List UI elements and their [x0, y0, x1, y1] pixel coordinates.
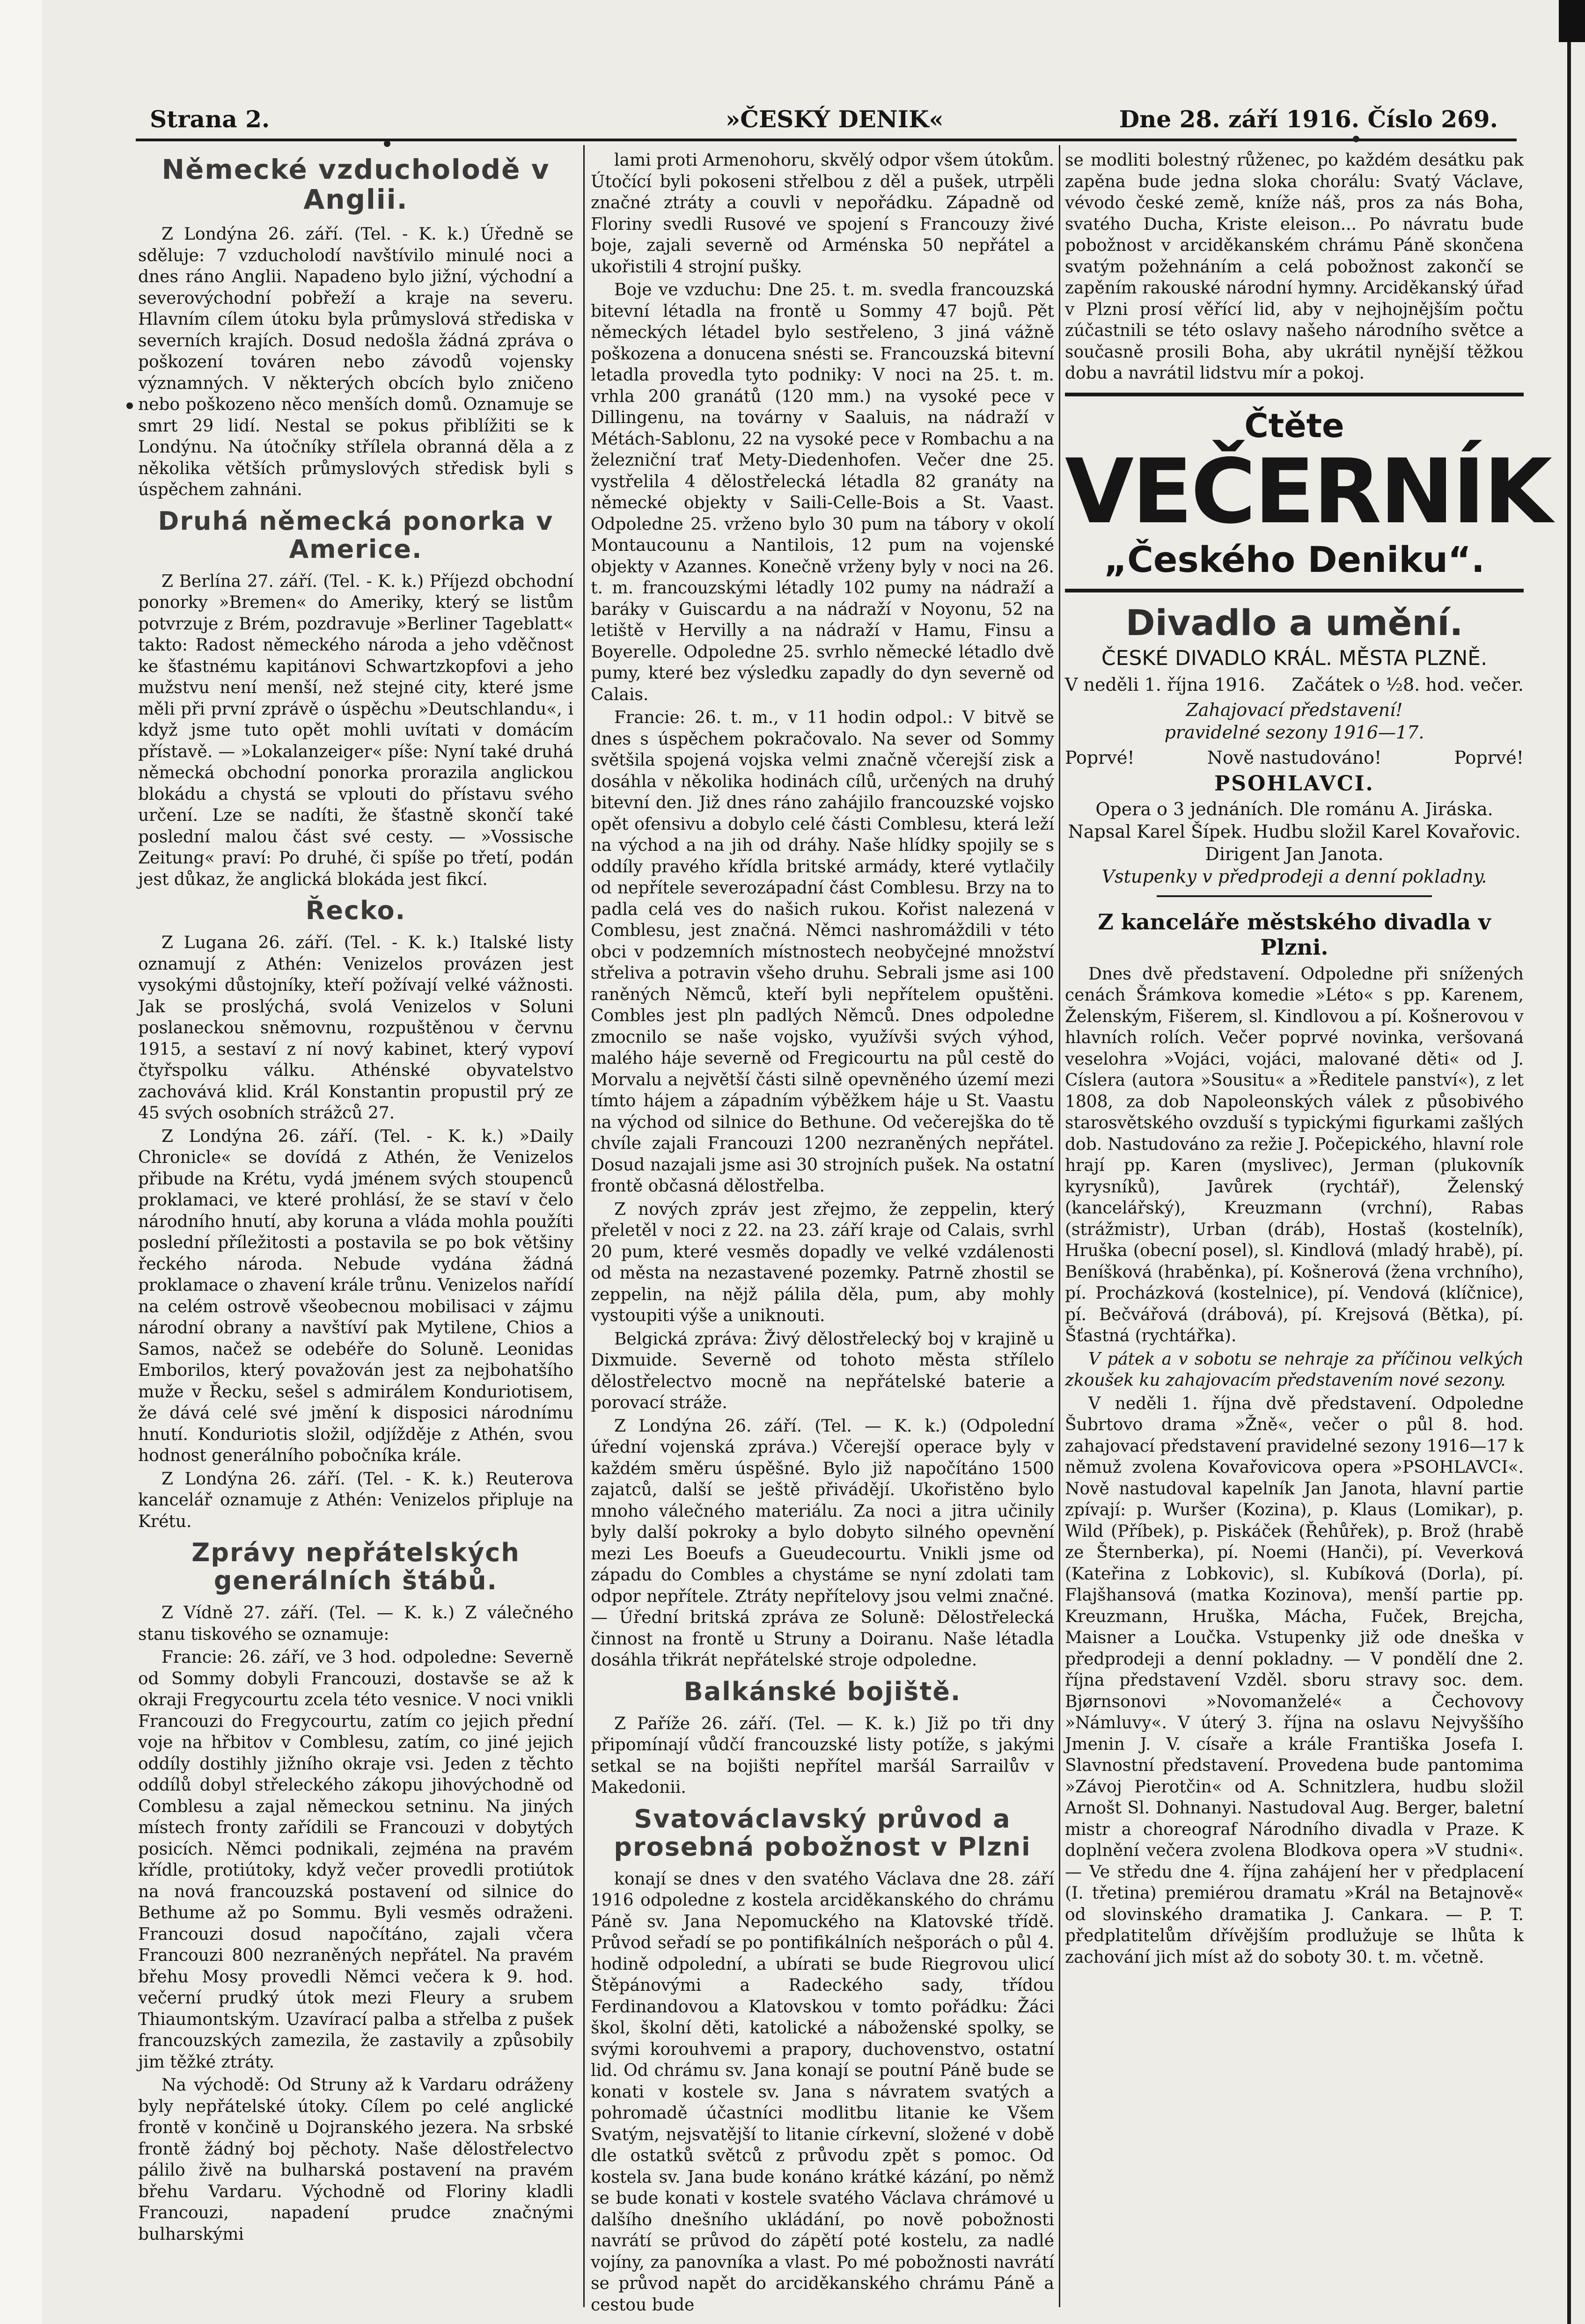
- article-text: Z nových zpráv jest zřejmo, že zeppelin, který přeletěl v noci z 22. na 23. září kraje od Calais, svrhl 20 pum, které vesměs dopadly ve velké vzdálenosti od města na nezastavené pozemky. Patrně zhostil se zeppelin, na nějž pálila děla, pum, aby mohly vystoupiti výše a uniknouti.: [591, 1199, 1054, 1325]
- column-rule: [583, 145, 585, 2307]
- header-rule: [136, 139, 1517, 141]
- section-rule: [1065, 393, 1524, 396]
- office-heading: Z kanceláře městského divadla v Plzni.: [1098, 909, 1491, 960]
- theatre-line: Zahajovací představení!: [1186, 699, 1403, 720]
- page-header: [150, 105, 1498, 138]
- ad-vecernik-subtitle: „Českého Deniku“.: [1104, 538, 1485, 580]
- article-text: se modliti bolestný růženec, po každém desátku pak zapěna bude jedna sloka chorálu: Svatý Václave, vévodo české země, kníže náš, pros za nás Boha, svatého Ducha, Kriste eleison... Po návratu bude pobožnost v arciděkanském chrámu Páně skončena svatým požehnáním a celá pobožnost zakončí se zapěním rakouské národní hymny. Arciděkanský úřad v Plzni prosí věřící lid, aby v nejhojnějším počtu zúčastnili se této oslavy našeho národního světce a současně prosili Boha, aby ukrátil nynější těžkou dobu a navrátil lidstvu mír a pokoj.: [1065, 151, 1524, 383]
- page-fold: [1567, 0, 1571, 2324]
- article-text: Z Londýna 26. září. (Tel. — K. k.) (Odpolední úřední vojenská zpráva.) Včerejší operace byly v každém směru úspěšné. Bylo již napočítáno 1500 zajatců, další se ještě přivádějí. Ukořistěno bylo mnoho válečného materiálu. Za noci a jitra učinily byly další pokroky a bylo dobyto silného opevnění mezi Les Boeufs a Gueudecourtu. Vnikli jsme od západu do Combles a chystáme se nyní zdolati tam odpor nepřítele. Ztráty nepřítelovy jsou velmi značné. — Úřední britská zpráva ze Soluně: Dělostřelecká činnost na frontě u Struny a Doiranu. Naše létadla dosáhla třikrát nepřátelské stroje odpoledne.: [591, 1416, 1054, 1670]
- ad-vecernik-title: VEČERNÍK: [1065, 439, 1551, 543]
- print-mark: [126, 402, 133, 409]
- article-text: Na východě: Od Struny až k Vardaru odráženy byly nepřátelské útoky. Cílem po celé anglické frontě v končině u Dojranského jezera. Na srbské frontě žádný boj pěchoty. Naše dělostřelectvo pálilo živě na bulharská postavení na pravém břehu Vardaru. Východně od Floriny kladli Francouzi, napadení prudce značnými bulharskými: [138, 2076, 573, 2244]
- section-rule: [1157, 895, 1432, 897]
- premiere-label: Poprvé!: [1454, 747, 1524, 768]
- column-1: [138, 150, 573, 2247]
- article-text: Z Londýna 26. září. (Tel. - K. k.) Úředně se sděluje: 7 vzducholodí navštívilo minulé noci a dnes ráno Anglii. Napadeno bylo jižní, východní a severovýchodní pobřeží a kraje na severu. Hlavním cílem útoku byla průmyslová střediska v severních krajích. Dosud nedošla žádná zpráva o poškození továren nebo závodů vojensky významných. V některých obcích bylo zničeno nebo poškozeno něco menších domů. Oznamuje se smrt 29 lidí. Nestal se pokus přiblížiti se k Londýnu. Na útočníky střílela obranná děla a z několika větších průmyslových středisk byli s úspěchem zahnáni.: [138, 225, 573, 499]
- issue-date: Dne 28. září 1916. Číslo 269.: [1119, 105, 1498, 133]
- theatre-date-row: [1065, 673, 1524, 696]
- premiere-label: Poprvé!: [1065, 747, 1135, 768]
- opera-title: PSOHLAVCI.: [1214, 771, 1374, 796]
- article-text: V neděli 1. října dvě představení. Odpoledne Šubrtovo drama »Žně«, večer o půl 8. hod. zahajovací představení pravidelné sezony 1916—17 k němuž zvolena Kovařovicova opera »PSOHLAVCI«. Nově nastudoval kapelník Jan Janota, hlavní partie zpívají: p. Wuršer (Kozina), p. Klaus (Lomikar), p. Wild (Příbek), p. Piskáček (Řehůřek), p. Brož (hrabě ze Šternberka), pí. Noemi (Hanči), pí. Veverková (Kateřina z Lobkovic), sl. Kubíková (Dorla), pí. Flajšhansová (matka Kozinova), menší partie pp. Kreuzmann, Hruška, Mácha, Fuček, Brejcha, Maisner a Loučka. Vstupenky již ode dneška v předprodeji a denní pokladny. — V pondělí dne 2. října představení Vzděl. sboru stravy soc. dem. Bjørnsonovi »Novomanželé« a Čechovovy »Námluvy«. V úterý 3. října na oslavu Nejvyššího Jmenin J. V. císaře a krále Františka Josefa I. Slavnostní představení. Provedena bude pantomima »Závoj Pierotčin« od A. Schnitzlera, hudbu složil Arnošt Sl. Dohnanyi. Nastudoval Aug. Berger, baletní mistr a choreograf Národního divadla v Praze. K doplnění večera zvolena Blodkova opera »V studni«. — Ve středu dne 4. října zahájení her v předplacení (I. třetina) premiérou dramatu »Král na Betajnově« od slovinského dramatika J. Cankara. — P. T. předplatitelům dřívějším prodlužuje se lhůta k zachování jich míst až do soboty 30. t. m. včetně.: [1065, 1394, 1524, 1967]
- theatre-start: Začátek o ½8. hod. večer.: [1291, 674, 1524, 695]
- ad-read-label: Čtěte: [1244, 406, 1344, 445]
- article-headline: Druhá německá ponorka v Americe.: [158, 506, 554, 564]
- article-text: V pátek a v sobotu se nehraje za příčinou velkých zkoušek ku zahajovacím představením nové sezony.: [1065, 1349, 1524, 1390]
- article-text: Z Vídně 27. září. (Tel. — K. k.) Z válečného stanu tiskového se oznamuje:: [138, 1603, 573, 1644]
- article-text: Francie: 26. září, ve 3 hod. odpoledne: Severně od Sommy dobyli Francouzi, dostavše se až k okraji Fregycourtu zcela této vesnice. V noci vnikli Francouzi do Fregycourtu, zatím co jejich přední voje na hřbitov v Comblesu, zatím, co jiné jejich oddíly dostihly jižního okraje vsi. Jeden z těchto oddílů dobyl střeleckého zákopu jihovýchodně od Comblesu a zajal německou setninu. Na jiných místech fronty zařídili se Francouzi v dobytých posicích. Němci podnikali, zejména na pravém křídle, protiútoky, když večer provedli protiútok na nová francouzská postavení od silnice do Bethume až po Sommu. Byli vesměs odraženi. Francouzi dosud napočítáno, zajali včera Francouzi 800 nezraněných nepřátel. Na pravém břehu Mosy provedli Němci večera k 9. hod. večerní prudký útok mezi Fleury a srubem Thiaumontským. Uzavírací palba a střelba z pušek francouzských zamezila, že zastavily a způsobily jim těžké ztráty.: [138, 1648, 573, 2072]
- article-headline: Německé vzducholodě v Anglii.: [161, 153, 550, 215]
- article-text: Z Londýna 26. září. (Tel. - K. k.) Reuterova kancelář oznamuje z Athén: Venizelos připluje na Krétu.: [138, 1469, 573, 1531]
- article-text: Belgická zpráva: Živý dělostřelecký boj v krajině u Dixmuide. Severně od tohoto města střílelo dělostřelectvo mocně na nepřátelské baterie a porovací stráže.: [591, 1329, 1054, 1412]
- theatre-heading: Divadlo a umění.: [1125, 601, 1463, 643]
- page-corner: [1559, 0, 1585, 42]
- theatre-date: V neděli 1. října 1916.: [1065, 674, 1266, 695]
- premiere-note: Nově nastudováno!: [1207, 747, 1382, 768]
- column-rule: [1059, 145, 1060, 2307]
- print-mark: [384, 140, 390, 147]
- column-3: [1065, 150, 1551, 1970]
- page-margin: [0, 0, 42, 2324]
- theatre-premiere-row: [1065, 746, 1524, 769]
- article-text: Z Paříže 26. září. (Tel. — K. k.) Již po tři dny připomínají vůdčí francouzské listy potíže, s jakými setkal se na bojišti nepřítel maršál Sarrailův v Makedonii.: [591, 1714, 1054, 1797]
- article-text: konají se dnes v den svatého Václava dne 28. září 1916 odpoledne z kostela arciděkanského do chrámu Páně sv. Jana Nepomuckého na Klatovské třídě. Průvod seřadí se po pontifikálních nešporách o půl 4. hodině odpolední, a ubírati se bude Riegrovou ulicí Štěpánovými a Radeckého sady, třídou Ferdinandovou a Klatovskou v tomto pořádku: Žáci škol, školní děti, katolické a náboženské spolky, se svými korouhvemi a prapory, duchovenstvo, ostatní lid. Od chrámu sv. Jana konají se poutní Páně bude se konati v kostele sv. Jana s návratem svatých a pohromadě účastníci modlitbu litanie ke Všem Svatým, nejsvatější to litanie církevní, složené v době dle ostatků světců z průvodu zpět s pomoc. Od kostela sv. Jana bude konáno krátké kázání, po němž se bude konati v kostele svatého Václava chrámové u dalšího dnešního ukládání, po nově pobožnosti navrátí se průvod do zápětí poté kostelu, za nadlé vojíny, za panovníka a vlast. Po mé pobožnosti navrátí se průvod napět do arciděkanského chrámu Páně a cestou bude: [591, 1869, 1054, 2315]
- article-text: Dnes dvě představení. Odpoledne při snížených cenách Šrámkova komedie »Léto« s pp. Karenem, Želenským, Fišerem, sl. Kindlovou a pí. Košnerovou v hlavních rolích. Večer poprvé novinka, veršovaná veselohra »Vojáci, vojáci, malované děti« od J. Císlera (autora »Sousitu« a »Ředitele panství«), z let 1808, za dob Napoleonských válek z působivého starosvětského ovzduší s typickými figurkami zašlých dob. Nastudováno za režie J. Počepického, hlavní role hrají pp. Karen (myslivec), Jerman (plukovník kyrysníků), Javůrek (rychtář), Želenský (kancelářský), Kreuzmann (vrchní), Rabas (strážmistr), Urban (dráb), Hostaš (kostelník), Hruška (obecní posel), sl. Kindlová (mladý hrabě), pí. Beníšková (hraběnka), pí. Košnerová (žena vrchního), pí. Procházková (kostelnice), pí. Vendová (klíčnice), pí. Bečvářová (drábová), pí. Krejsová (Bětka), pí. Šťastná (rychtářka).: [1065, 964, 1524, 1345]
- article-text: lami proti Armenohoru, skvělý odpor všem útokům. Útočící byli pokoseni střelbou z děl a pušek, utrpěli značné ztráty a couvli v nepořádku. Západně od Floriny svedli Rusové ve spojení s Francouzy živé boje, zajali severně od Arménska 50 nepřátel a ukořistili 4 strojní pušky.: [591, 151, 1054, 277]
- article-text: Francie: 26. t. m., v 11 hodin odpol.: V bitvě se dnes s úspěchem pokračovalo. Na sever od Sommy světšila spojená vojska velmi značně včerejší zisk a dosáhla v několika hodinách cílů, určených na druhý bitevní den. Již dnes ráno zahájilo francouzské vojsko opět ofensivu a dobylo celé části Comblesu, která leží na východ a na jih od dráhy. Naše hlídky spojily se s oddíly pravého křídla britské armády, které vytlačily od nepřítele severozápadní část Comblesu. Brzy na to padla celá ves do našich rukou. Kořist nalezená v Comblesu, jest značná. Němci nashromáždili v této obci v podzemních místnostech neobyčejné množství střeliva a potravin všeho druhu. Sebrali jsme asi 100 raněných Němců, kteří byli nepřítelem opuštěni. Combles jest pln padlých Němců. Dnes odpoledne zmocnilo se naše vojsko, využívši svých výhod, malého háje severně od Fregicourtu na půl cestě do Morvalu a největší části silně opevněného území mezi tímto hájem a západním výběžkem háje u St. Vaastu na východ od silnice do Bethune. Od večerejška do tě chvíle zajali Francouzi 1200 nezraněných nepřátel. Dosud nazajali jsme asi 30 strojních pušek. Na ostatní frontě občasná dělostřelba.: [591, 708, 1054, 1196]
- article-text: Z Berlína 27. září. (Tel. - K. k.) Příjezd obchodní ponorky »Bremen« do Ameriky, který se listům potvrzuje z Brém, pozdravuje »Berliner Tageblatt« takto: Radost německého národa a jeho vděčnost ke šťastnému kapitánovi Schwartzkopfovi a jeho mužstvu není menší, než stejné city, které jsme měli při první zprávě o úspěchu »Deutschlandu«, i když jsme tuto opět mohli uvítati v domácím přístavě. — »Lokalanzeiger« píše: Nyní také druhá německá obchodní ponorka prorazila anglickou blokádu a chystá se vplouti do přístavu svého určení. Lze se nadíti, že šťastně skončí také poslední malou část své cesty. — »Vossische Zeitung« praví: Po druhé, či spíše po třetí, podán jest důkaz, že anglická blokáda jest fikcí.: [138, 571, 573, 889]
- article-text: Boje ve vzduchu: Dne 25. t. m. svedla francouzská bitevní létadla na frontě u Sommy 47 bojů. Pět německých létadel bylo sestřeleno, 3 jiná vážně poškozena a donucena snésti se. Francouzská bitevní letadla provedla tyto podniky: V noci na 25. t. m. vrhla 200 granátů (120 mm.) na vysoké pece v Dillingenu, na továrny v Saaluis, na nádraží v Métách-Sablonu, 22 na vysoké pece v Rombachu a na železniční trať Mety-Diedenhofen. Večer dne 25. vystřelila 4 dělostřelecká létadla 82 granáty na německé objekty v Saili-Celle-Bois a St. Vaast. Odpoledne 25. vrženo bylo 30 pum na tábory v okolí Montaucounu a Nantilois, 12 pum na vojenské objekty v Azannes. Konečně vrženy byly v noci na 26. t. m. francouzskými létadly 102 pumy na nádraží a baráky v Guiscardu a na nádraží v Noyonu, 52 na letiště v Hervilly a na nádraží v Hamu, Finsu a Boyerelle. Odpoledne 25. svrhlo německé létadlo dvě pumy, které bez výsledku zapadly do dyn severně od Calais.: [591, 280, 1054, 704]
- theatre-name: ČESKÉ DIVADLO KRÁL. MĚSTA PLZNĚ.: [1101, 646, 1488, 670]
- article-text: Z Londýna 26. září. (Tel. - K. k.) »Daily Chronicle« se dovídá z Athén, že Venizelos přibude na Krétu, vydá jménem svých stoupenců proklamaci, ve které prohlásí, že se staví v čelo národního hnutí, aby koruna a vláda mohla použíti poslední příležitosti a postavila se po bok většiny řeckého národa. Nebude vydána žádná proklamace o zhavení krále trůnu. Venizelos nařídí na celém ostrově všeobecnou mobilisaci v zájmu národní obrany a navštíví pak Mytilene, Chios a Samos, načež se odebéře do Soluně. Leonidas Emborilos, který považován jest za nejbohatšího muže v Řecku, sešel s admirálem Konduriotisem, že dává celé své jmění k disposici národnímu hnutí. Konduriotis složil, odjížděje z Athén, svou hodnost generálního pobočníka krále.: [138, 1126, 573, 1465]
- article-headline: Balkánské bojiště.: [683, 1676, 961, 1706]
- print-mark: [1353, 136, 1359, 142]
- section-rule: [1065, 589, 1524, 592]
- article-headline: Svatováclavský průvod a prosebná pobožnost v Plzni: [614, 1804, 1031, 1862]
- article-text: Z Lugana 26. září. (Tel. - K. k.) Italské listy oznamují z Athén: Venizelos provázen jest vysokými důstojníky, kteří požívají velké vážnosti. Jak se proslýchá, svolá Venizelos v Soluni poslaneckou sněmovnu, rozpuštěnou v červnu 1915, a sestaví z ní nový kabinet, který vypoví čtyřspolku válku. Athénské obyvatelstvo zachovává klid. Král Konstantin propustil prý ze 45 svých osobních strážců 27.: [138, 933, 573, 1123]
- theatre-line: pravidelné sezony 1916—17.: [1164, 722, 1424, 743]
- ticket-note: Vstupenky v předprodeji a denní pokladny.: [1101, 866, 1487, 887]
- article-headline: Zprávy nepřátelských generálních štábů.: [191, 1538, 520, 1595]
- newspaper-title: »ČESKÝ DENIK«: [726, 105, 944, 133]
- opera-description: Opera o 3 jednáních. Dle románu A. Jiráska. Napsal Karel Šípek. Hudbu složil Karel Kovařovic. Dirigent Jan Janota.: [1068, 798, 1521, 864]
- page-number: Strana 2.: [150, 105, 270, 133]
- article-headline: Řecko.: [305, 896, 406, 925]
- column-2: [591, 150, 1054, 2317]
